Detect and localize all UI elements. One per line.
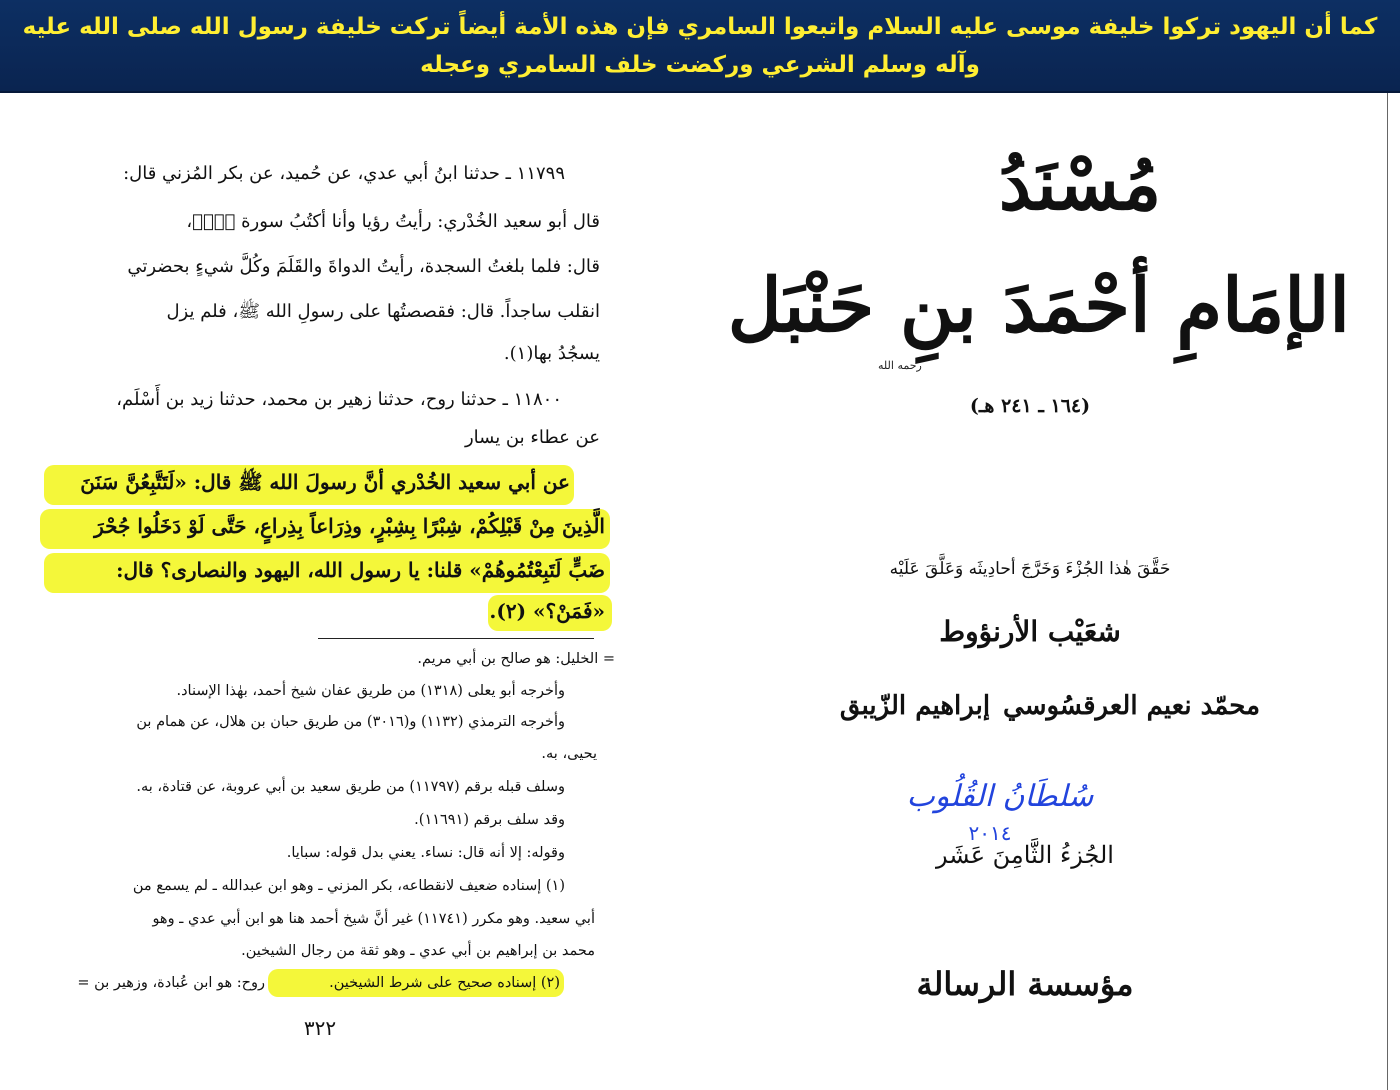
left-book-page bbox=[0, 93, 700, 1090]
banner-line-1: كما أن اليهود تركوا خليفة موسى عليه السلام واتبعوا السامري فإن هذه الأمة أيضاً تركت خليفة رسول الله صلى الله عليه bbox=[22, 14, 1378, 40]
footnote-line: محمد بن إبراهيم بن أبي عدي ـ وهو ثقة من رجال الشيخين. bbox=[241, 943, 595, 959]
footnote-line: وأخرجه أبو يعلى (١٣١٨) من طريق عفان شيخ أحمد، بهٰذا الإسناد. bbox=[176, 683, 565, 699]
title-imam-ahmad: الإمَامِ أحْمَدَ بنِ حَنْبَل bbox=[727, 263, 1350, 349]
honorific-seal: رحمه الله bbox=[878, 359, 922, 372]
footnote-divider bbox=[318, 638, 594, 639]
footnote-line: أبي سعيد. وهو مكرر (١١٧٤١) غير أنَّ شيخ أحمد هنا هو ابن أبي عدي ـ وهو bbox=[152, 911, 595, 927]
title-musnad: مُسْنَدُ bbox=[998, 141, 1162, 226]
banner-line-2: وآله وسلم الشرعي وركضت خلف السامري وعجله bbox=[420, 52, 980, 78]
hadith-11799-line-4: انقلب ساجداً. قال: فقصصتُها على رسولِ الله ﷺ، فلم يزل bbox=[166, 301, 600, 322]
blue-handwritten-stamp: سُلطَانُ القُلُوب bbox=[906, 779, 1094, 814]
footnote-line: وأخرجه الترمذي (١١٣٢) و(٣٠١٦) من طريق حبان بن هلال، عن همام بن bbox=[136, 714, 565, 730]
title-dates: (١٦٤ ـ ٢٤١ هـ) bbox=[969, 395, 1091, 417]
editor-muhammad-naim: محمّد نعيم العرقسُوسي bbox=[1003, 691, 1260, 721]
hadith-11799-line-5: يسجُدُ بها(١). bbox=[503, 343, 600, 364]
footnote-line: وقد سلف برقم (١١٦٩١). bbox=[414, 812, 565, 828]
hadith-11799-line-3: قال: فلما بلغتُ السجدة، رأيتُ الدواةَ والقَلَمَ وكُلَّ شيءٍ بحضرتي bbox=[127, 256, 600, 277]
footnote-line: وسلف قبله برقم (١١٧٩٧) من طريق سعيد بن أبي عروبة، عن قتادة، به. bbox=[136, 779, 565, 795]
footnote-line: = الخليل: هو صالح بن أبي مريم. bbox=[417, 651, 615, 667]
reviewer-caption: حَقَّقَ هٰذا الجُزْءَ وَخَرَّجَ أحادِيثَه وَعَلَّقَ عَلَيْه bbox=[889, 559, 1171, 579]
footnote-line: يحيى، به. bbox=[541, 746, 597, 762]
volume-label: الجُزءُ الثَّامِنَ عَشَر bbox=[936, 841, 1114, 869]
highlighted-line-1: عن أبي سعيد الخُدْري أنَّ رسولَ الله ﷺ قال: «لَتَتَّبِعُنَّ سَنَنَ bbox=[80, 470, 570, 494]
highlighted-line-4: «فَمَنْ؟» (٢). bbox=[489, 599, 605, 623]
stamp-year: ٢٠١٤ bbox=[968, 821, 1012, 845]
highlighted-line-2: الَّذِينَ مِنْ قَبْلِكُمْ، شِبْرًا بِشِبْرٍ، وذِرَاعاً بِذِراعٍ، حَتَّى لَوْ دَخَلُوا جُحْرَ bbox=[94, 514, 605, 538]
footnote-2-rest: روح: هو ابن عُبادة، وزهير بن = bbox=[77, 975, 265, 991]
hadith-11800-line-2: عن عطاء بن يسار bbox=[464, 427, 600, 448]
footnote-2-highlighted: (٢) إسناده صحيح على شرط الشيخين. bbox=[329, 975, 560, 991]
publisher-name: مؤسسة الرسالة bbox=[916, 965, 1134, 1003]
editor-shuayb: شعَيْب الأرنؤوط bbox=[939, 615, 1121, 648]
hadith-11799-line-2: قال أبو سعيد الخُدْري: رأيتُ رؤيا وأنا أكتُبُ سورة ﴿صۤ﴾، bbox=[186, 211, 600, 232]
hadith-11800-line-1: ١١٨٠٠ ـ حدثنا روح، حدثنا زهير بن محمد، حدثنا زيد بن أَسْلَم، bbox=[116, 389, 562, 410]
footnote-line: وقوله: إلا أنه قال: نساء. يعني بدل قوله: سبايا. bbox=[286, 845, 565, 861]
caption-banner bbox=[0, 0, 1400, 93]
hadith-11799-line-1: ١١٧٩٩ ـ حدثنا ابنُ أبي عدي، عن حُميد، عن بكر المُزني قال: bbox=[123, 163, 565, 184]
editor-ibrahim: إبراهيم الزّيبق bbox=[839, 691, 991, 721]
footnote-line: (١) إسناده ضعيف لانقطاعه، بكر المزني ـ وهو ابن عبدالله ـ لم يسمع من bbox=[132, 878, 565, 894]
highlighted-line-3: ضَبٍّ لَتَبِعْتُمُوهُمْ» قلنا: يا رسول الله، اليهود والنصارى؟ قال: bbox=[116, 558, 605, 582]
page-edge-line bbox=[1387, 93, 1388, 1090]
page-number: ٣٢٢ bbox=[303, 1016, 337, 1040]
title-page bbox=[700, 93, 1400, 1090]
